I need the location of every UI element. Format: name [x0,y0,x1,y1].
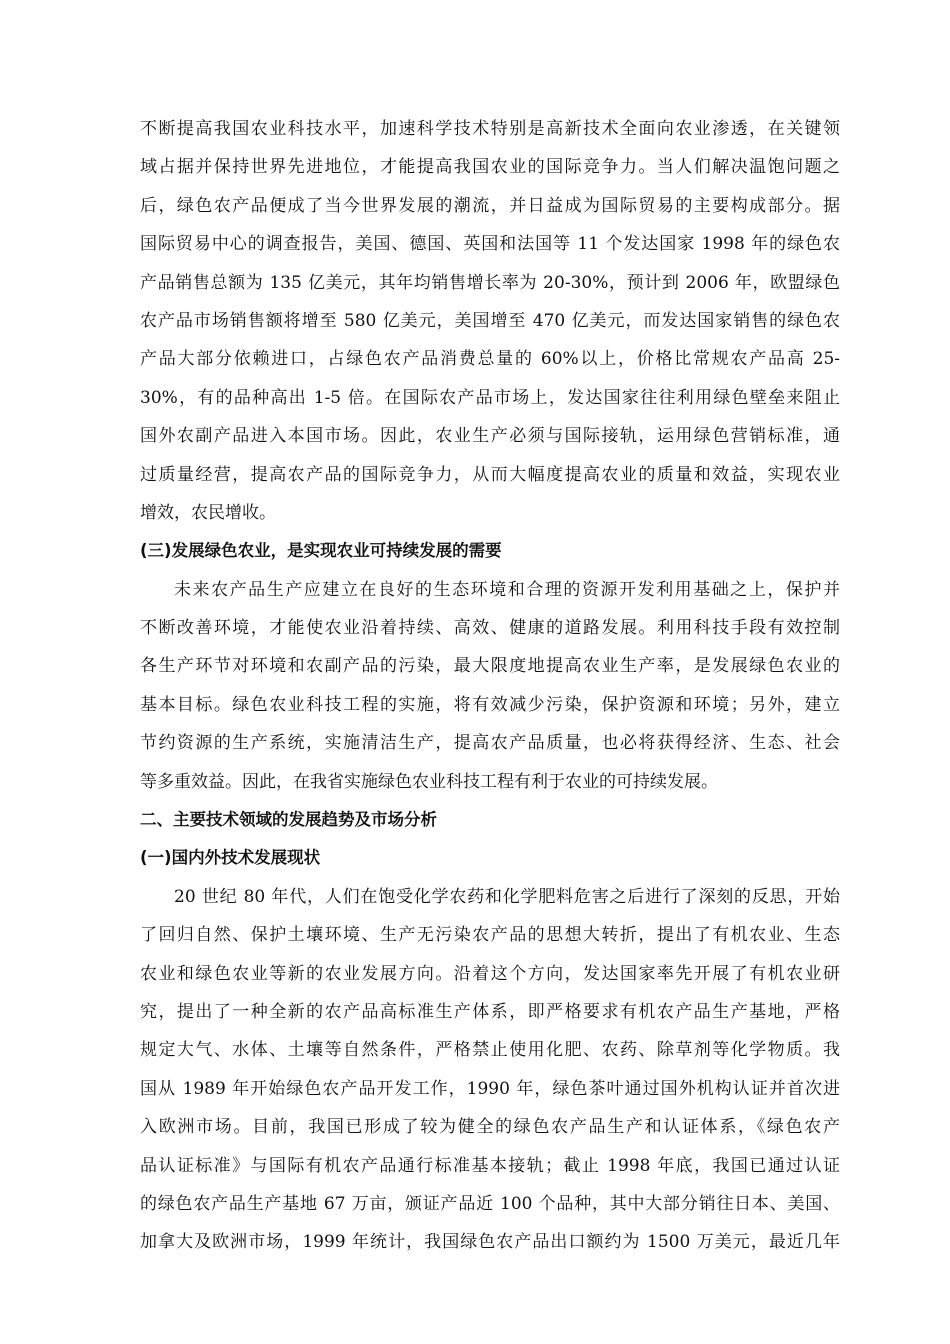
text-line: 后，绿色农产品便成了当今世界发展的潮流，并日益成为国际贸易的主要构成部分。据 [140,195,840,216]
text-line: 国际贸易中心的调查报告，美国、德国、英国和法国等 11 个发达国家 1998 年的绿色农 [140,234,840,255]
section-heading: (一)国内外技术发展现状 [140,848,321,868]
text-line: 品认证标准》与国际有机农产品通行标准基本接轨；截止 1998 年底，我国已通过认证 [140,1155,840,1176]
text-line: 过质量经营，提高农产品的国际竞争力，从而大幅度提高农业的质量和效益，实现农业 [140,464,840,485]
text-line: 基本目标。绿色农业科技工程的实施，将有效减少污染，保护资源和环境；另外，建立 [140,694,840,715]
text-line: 农产品市场销售额将增至 580 亿美元，美国增至 470 亿美元，而发达国家销售的绿色农 [140,310,840,331]
text-line: 国从 1989 年开始绿色农产品开发工作，1990 年，绿色茶叶通过国外机构认证并首次进 [140,1078,840,1099]
text-line: 30%，有的品种高出 1-5 倍。在国际农产品市场上，发达国家往往利用绿色壁垒来阻止 [140,387,840,408]
text-line: 了回归自然、保护土壤环境、生产无污染农产品的思想大转折，提出了有机农业、生态 [140,925,840,946]
text-line: 未来农产品生产应建立在良好的生态环境和合理的资源开发利用基础之上，保护并 [174,579,840,600]
text-line: 究，提出了一种全新的农产品高标准生产体系，即严格要求有机农产品生产基地，严格 [140,1001,840,1022]
text-line: 不断改善环境，才能使农业沿着持续、高效、健康的道路发展。利用科技手段有效控制 [140,618,840,639]
text-line: 规定大气、水体、土壤等自然条件，严格禁止使用化肥、农药、除草剂等化学物质。我 [140,1040,840,1061]
text-line: 加拿大及欧洲市场，1999 年统计，我国绿色农产品出口额约为 1500 万美元，最近几年 [140,1232,840,1253]
text-line: 不断提高我国农业科技水平，加速科学技术特别是高新技术全面向农业渗透，在关键领 [140,119,840,139]
text-line: 域占据并保持世界先进地位，才能提高我国农业的国际竞争力。当人们解决温饱问题之 [140,157,840,178]
text-line: 节约资源的生产系统，实施清洁生产，提高农产品质量，也必将获得经济、生态、社会 [140,733,840,754]
text-line: 农业和绿色农业等新的农业发展方向。沿着这个方向，发达国家率先开展了有机农业研 [140,963,840,984]
text-line: 等多重效益。因此，在我省实施绿色农业科技工程有利于农业的可持续发展。 [140,771,718,792]
text-line: 国外农副产品进入本国市场。因此，农业生产必须与国际接轨，运用绿色营销标准，通 [140,426,840,447]
text-line: 产品大部分依赖进口，占绿色农产品消费总量的 60%以上，价格比常规农产品高 25- [140,349,840,370]
section-heading: (三)发展绿色农业，是实现农业可持续发展的需要 [140,541,502,561]
text-line: 入欧洲市场。目前，我国已形成了较为健全的绿色农产品生产和认证体系，《绿色农产 [140,1117,840,1138]
text-line: 产品销售总额为 135 亿美元，其年均销售增长率为 20-30%，预计到 2006 年，欧盟绿色 [140,272,840,293]
text-line: 各生产环节对环境和农副产品的污染，最大限度地提高农业生产率，是发展绿色农业的 [140,656,840,677]
text-line: 增效，农民增收。 [140,502,276,523]
document-body [140,110,840,1262]
text-line: 的绿色农产品生产基地 67 万亩，颁证产品近 100 个品种，其中大部分销往日本、美国、 [140,1193,840,1214]
section-heading: 二、主要技术领域的发展趋势及市场分析 [140,810,437,830]
text-line: 20 世纪 80 年代，人们在饱受化学农药和化学肥料危害之后进行了深刻的反思，开始 [174,886,840,907]
